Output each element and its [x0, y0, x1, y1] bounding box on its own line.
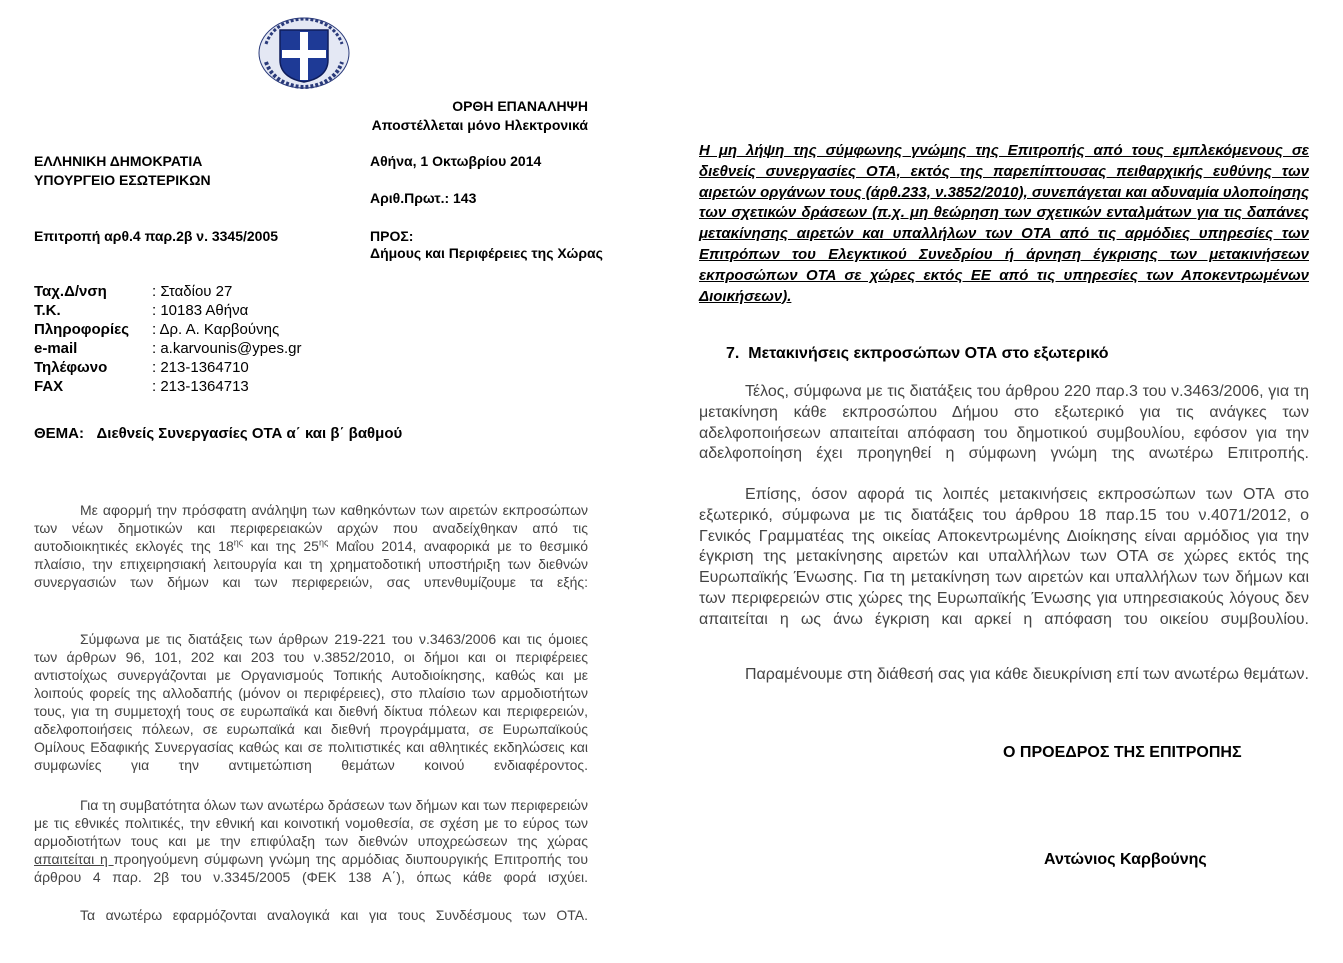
- body-paragraph: Τα ανωτέρω εφαρμόζονται αναλογικά και για τους Συνδέσμους των ΟΤΑ.: [80, 907, 588, 923]
- superscript: ης: [233, 537, 244, 548]
- text-run: Μαΐου 2014, αναφορικά με το θεσμικό πλαίσιο, την επιχειρησιακή λειτουργία και τη χρηματοδοτική υποστήριξη των διεθνών συνεργασιών των δήμων και των περιφερειών, σας υπενθυμίζουμε τα εξής:: [34, 538, 588, 590]
- contact-row: [34, 339, 301, 358]
- contact-row: [34, 320, 301, 339]
- text-run: προηγούμενη σύμφωνη γνώμη της αρμόδιας διυπουργικής Επιτροπής του άρθρου 4 παρ. 2β του ν.3345/2005 (ΦΕΚ 138 Α΄), όπως κάθε φορά ισχύει.: [34, 851, 588, 885]
- underlined-text: απαιτείται η: [34, 851, 114, 867]
- body-paragraph: Παραμένουμε στη διάθεσή σας για κάθε διευκρίνιση επί των ανωτέρω θεμάτων.: [745, 666, 1309, 683]
- section-number: 7.: [726, 345, 740, 362]
- section-heading: [726, 344, 1109, 365]
- contact-value: : Δρ. Α. Καρβούνης: [152, 321, 280, 338]
- contact-label: Ταχ.Δ/νση: [34, 283, 107, 300]
- signature-name: Αντώνιος Καρβούνης: [1044, 851, 1207, 868]
- subject-text: Διεθνείς Συνεργασίες ΟΤΑ α΄ και β΄ βαθμού: [96, 425, 403, 442]
- reissue-label: ΟΡΘΗ ΕΠΑΝΑΛΗΨΗ: [452, 98, 588, 114]
- recipient-value: Δήμους και Περιφέρειες της Χώρας: [370, 245, 603, 261]
- signature-title: Ο ΠΡΟΕΔΡΟΣ ΤΗΣ ΕΠΙΤΡΟΠΗΣ: [1003, 744, 1242, 761]
- warning-paragraph: Η μη λήψη της σύμφωνης γνώμης της Επιτροπής από τους εμπλεκόμενους σε διεθνείς συνεργασίες ΟΤΑ, εκτός της παρεπίπτουσας πειθαρχικής ευθύνης των αιρετών οργάνων τους (άρθ.233, ν.3852/2010), συνεπάγεται και αδυναμία υλοποίησης των σχετικών δράσεων (π.χ. μη θεώρηση των σχετικών ενταλμάτων για τις δαπάνες μετακίνησης αιρετών και υπαλλήλων των ΟΤΑ από τις αρμόδιες υπηρεσίες των Επιτρόπων του Ελεγκτικού Συνεδρίου ή άρνηση έγκρισης των μετακινήσεων εκπροσώπων ΟΤΑ σε χώρες εκτός ΕΕ από τις υπηρεσίες των Αποκεντρωμένων Διοικήσεων).: [699, 142, 1309, 305]
- contact-value: : 10183 Αθήνα: [152, 302, 249, 319]
- contact-row: [34, 377, 301, 396]
- contact-label: Τ.Κ.: [34, 302, 61, 319]
- contact-info: [34, 282, 301, 396]
- superscript: ης: [318, 537, 329, 548]
- body-paragraph: [34, 501, 588, 609]
- body-paragraph: Σύμφωνα με τις διατάξεις των άρθρων 219-221 του ν.3463/2006 και τις όμοιες των άρθρων 96, 101, 202 και 203 του ν.3852/2010, οι δήμοι και οι περιφέρειες αντιστοίχως συνεργάζονται με Οργανισμούς Τοπικής Αυτοδιοίκησης, καθώς και με λοιπούς φορείς της αλλοδαπής (μόνον οι περιφέρειες), στο πλαίσιο των αρμοδιοτήτων τους, για τη συμμετοχή τους σε ευρωπαϊκά και διεθνή δίκτυα πόλεων και περιφερειών, αδελφοποιήσεις πόλεων, σε ευρωπαϊκά και διεθνή προγράμματα, σε Ευρωπαϊκούς Ομίλους Εδαφικής Συνεργασίας καθώς και σε πολιτιστικές και αθλητικές εκδηλώσεις και συμφωνίες για την αντιμετώπιση θεμάτων κοινού ενδιαφέροντος.: [34, 631, 588, 773]
- body-paragraph: Επίσης, όσον αφορά τις λοιπές μετακινήσεις εκπροσώπων των ΟΤΑ στο εξωτερικό, σύμφωνα με τις διατάξεις του άρθρου 18 παρ.15 του ν.4071/2012, ο Γενικός Γραμματέας της οικείας Αποκεντρωμένης Διοίκησης είναι αρμόδιος για την έγκριση της μετακίνησης αιρετών και υπαλλήλων των ΟΤΑ σε χώρες εκτός της Ευρωπαϊκής Ένωσης. Για τη μετακίνηση των αιρετών και υπαλλήλων των δήμων και των περιφερειών στις χώρες της Ευρωπαϊκής Ένωσης για υπηρεσιακούς λόγους δεν απαιτείται η ως άνω έγκριση και αρκεί η απόφαση του οικείου συμβουλίου.: [699, 486, 1309, 628]
- document-date: Αθήνα, 1 Οκτωβρίου 2014: [370, 153, 542, 169]
- body-paragraph: Τέλος, σύμφωνα με τις διατάξεις του άρθρου 220 παρ.3 του ν.3463/2006, για τη μετακίνηση κάθε εκπροσώπου Δήμου στο εξωτερικό για τις ανάγκες των αδελφοποιήσεων απαιτείται απόφαση του δημοτικού συμβουλίου, εφόσον για την αδελφοποίηση έχει προηγηθεί η σύμφωνη γνώμη της ανωτέρω Επιτροπής.: [699, 383, 1309, 463]
- subject-label: ΘΕΜΑ:: [34, 425, 84, 442]
- contact-value: : 213-1364710: [152, 359, 249, 376]
- section-title: Μετακινήσεις εκπροσώπων ΟΤΑ στο εξωτερικό: [748, 345, 1109, 362]
- sent-electronically-label: Αποστέλλεται μόνο Ηλεκτρονικά: [371, 117, 588, 133]
- text-run: Με αφορμή την πρόσφατη ανάληψη των καθηκόντων των αιρετών εκπροσώπων των νέων δημοτικών και περιφερειακών αρχών που αναδείχθηκαν από τις αυτοδιοικητικές εκλογές της 18: [34, 502, 588, 554]
- body-paragraph: [34, 796, 588, 904]
- protocol-number: Αριθ.Πρωτ.: 143: [370, 190, 477, 206]
- recipient-label: ΠΡΟΣ:: [370, 228, 414, 244]
- contact-value: : a.karvounis@ypes.gr: [152, 340, 302, 357]
- contact-value: : 213-1364713: [152, 378, 249, 395]
- greek-coat-of-arms-icon: [256, 16, 352, 90]
- subject-line: [34, 424, 402, 443]
- country-name: ΕΛΛΗΝΙΚΗ ΔΗΜΟΚΡΑΤΙΑ: [34, 153, 203, 169]
- contact-label: Πληροφορίες: [34, 321, 130, 338]
- committee-name: Επιτροπή αρθ.4 παρ.2β ν. 3345/2005: [34, 228, 279, 244]
- contact-label: e-mail: [34, 340, 78, 357]
- text-run: και της 25: [243, 538, 319, 554]
- contact-label: Τηλέφωνο: [34, 359, 108, 376]
- contact-row: [34, 282, 301, 301]
- contact-row: [34, 301, 301, 320]
- contact-row: [34, 358, 301, 377]
- contact-value: : Σταδίου 27: [152, 283, 233, 300]
- ministry-name: ΥΠΟΥΡΓΕΙΟ ΕΣΩΤΕΡΙΚΩΝ: [34, 172, 211, 188]
- text-run: Για τη συμβατότητα όλων των ανωτέρω δράσεων των δήμων και των περιφερειών με τις εθνικές πολιτικές, την εθνική και κοινοτική νομοθεσία, σε σχέση με το εύρος των αρμοδιοτήτων τους και με την επιφύλαξη των διεθνών υποχρεώσεων της χώρας: [34, 797, 588, 849]
- contact-label: FAX: [34, 378, 64, 395]
